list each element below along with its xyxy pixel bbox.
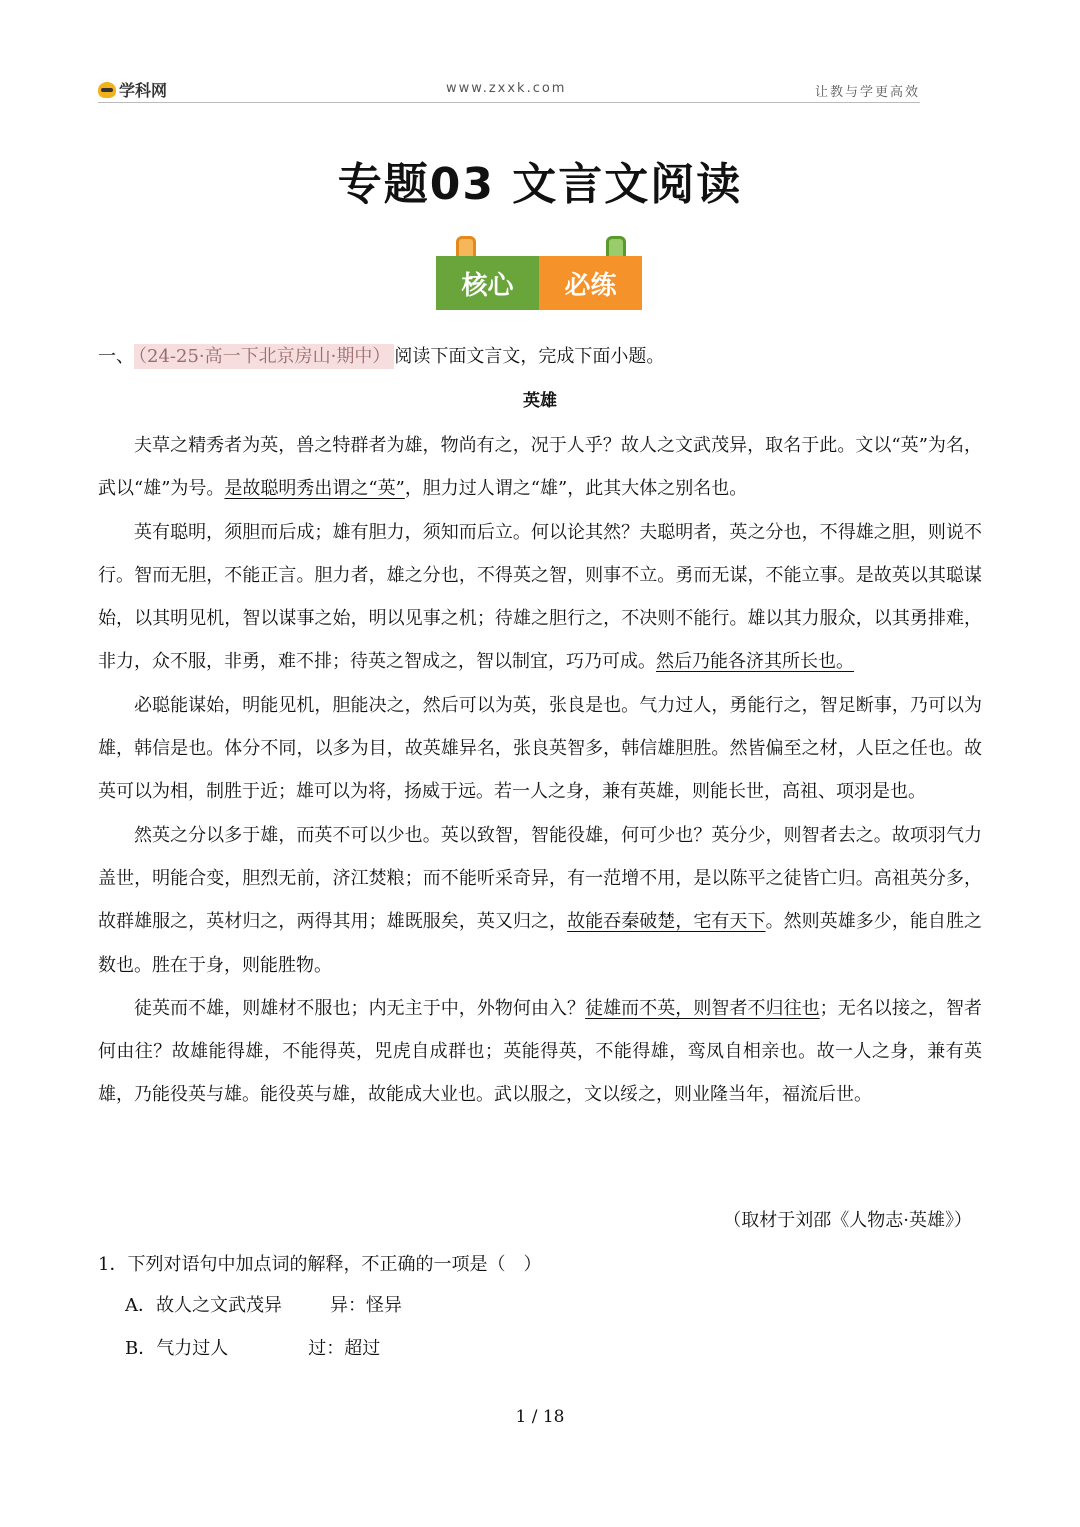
passage-paragraph [98,814,982,987]
text-run: 然英之分以多于雄，而英不可以少也。英以致智，智能役雄，何可少也？英分少，则智者去之。故项羽气力盖世，明能合变，胆烈无前，济江焚粮；而不能听采奇异，有一范增不用，是以陈平之徒皆亡归。高祖英分多，故群雄服之，英材归之，两得其用；雄既服矣，英又归之， [98,824,982,933]
passage-title: 英雄 [523,391,557,411]
underlined-sentence: 故能吞秦破楚，宅有天下 [567,911,766,933]
underlined-sentence: 是故聪明秀出谓之“英” [224,478,405,500]
passage-paragraph [98,987,982,1117]
passage [98,424,982,1117]
option-label: B．气力过人 [125,1338,229,1359]
option-a [125,1291,402,1317]
passage-source: （取材于刘邵《人物志·英雄》） [723,1210,972,1231]
site-logo[interactable] [98,78,167,101]
option-b [125,1334,380,1360]
site-url[interactable]: www.zxxk.com [446,81,567,96]
text-run: ，胆力过人谓之“雄”，此其大体之别名也。 [404,478,748,500]
question-instruction: 阅读下面文言文，完成下面小题。 [394,346,665,367]
passage-paragraph [98,511,982,684]
badge-right-label: 必练 [539,256,642,310]
underlined-sentence: 徒雄而不英，则智者不归往也 [585,997,820,1019]
question-1: 1．下列对语句中加点词的解释，不正确的一项是（ ） [98,1254,542,1275]
question-group-heading [98,342,664,368]
passage-paragraph [98,424,982,511]
option-explanation: 异：怪异 [330,1295,402,1316]
source-tag: （24-25·高一下北京房山·期中） [134,344,394,369]
logo-text: 学科网 [119,81,168,100]
text-run: 夫草之精秀者为英，兽之特群者为雄，物尚有之，况于人乎？故人之文武茂异，取名于此。文以“英”为名，武以“雄”为号。 [98,435,982,500]
passage-paragraph [98,684,982,814]
text-run: 英有聪明，须胆而后成；雄有胆力，须知而后立。何以论其然？夫聪明者，英之分也，不得雄之胆，则说不行。智而无胆，不能正言。胆力者，雄之分也，不得英之智，则事不立。勇而无谋，不能立事。是故英以其聪谋始，以其明见机，智以谋事之始，明以见事之机；待雄之胆行之，不决则不能行。雄以其力服众，以其勇排难，非力，众不服，非勇，难不排；待英之智成之，智以制宜，巧乃可成。 [98,521,982,673]
text-run: 必聪能谋始，明能见机，胆能决之，然后可以为英，张良是也。气力过人，勇能行之，智足断事，乃可以为雄，韩信是也。体分不同，以多为目，故英雄异名，张良英智多，韩信雄胆胜。然皆偏至之材，人臣之任也。故英可以为相，制胜于近；雄可以为将，扬威于远。若一人之身，兼有英雄，则能长世，高祖、项羽是也。 [98,694,982,803]
badge-left-label: 核心 [436,256,539,310]
core-practice-badge [436,236,642,312]
option-label: A．故人之文武茂异 [125,1295,282,1316]
slogan: 让教与学更高效 [814,85,920,100]
text-run: 。然则英雄多少，能自胜之数也。胜在于身，则能胜物。 [98,911,983,976]
page-title: 专题03 文言文阅读 [337,159,743,210]
option-explanation: 过：超过 [308,1338,381,1359]
owl-logo-icon [98,82,116,98]
text-run: 徒英而不雄，则雄材不服也；内无主于中，外物何由入？ [134,997,586,1019]
question-group-number: 一、 [98,346,134,367]
page-number: 1 / 18 [515,1407,565,1427]
text-run: ；无名以接之，智者何由往？故雄能得雄，不能得英，兕虎自成群也；英能得英，不能得雄，鸾凤自相亲也。故一人之身，兼有英雄，乃能役英与雄。能役英与雄，故能成大业也。武以服之，文以绥之，则业隆当年，福流后世。 [98,997,983,1106]
underlined-sentence: 然后乃能各济其所长也。 [656,651,854,673]
page-header [98,76,920,103]
